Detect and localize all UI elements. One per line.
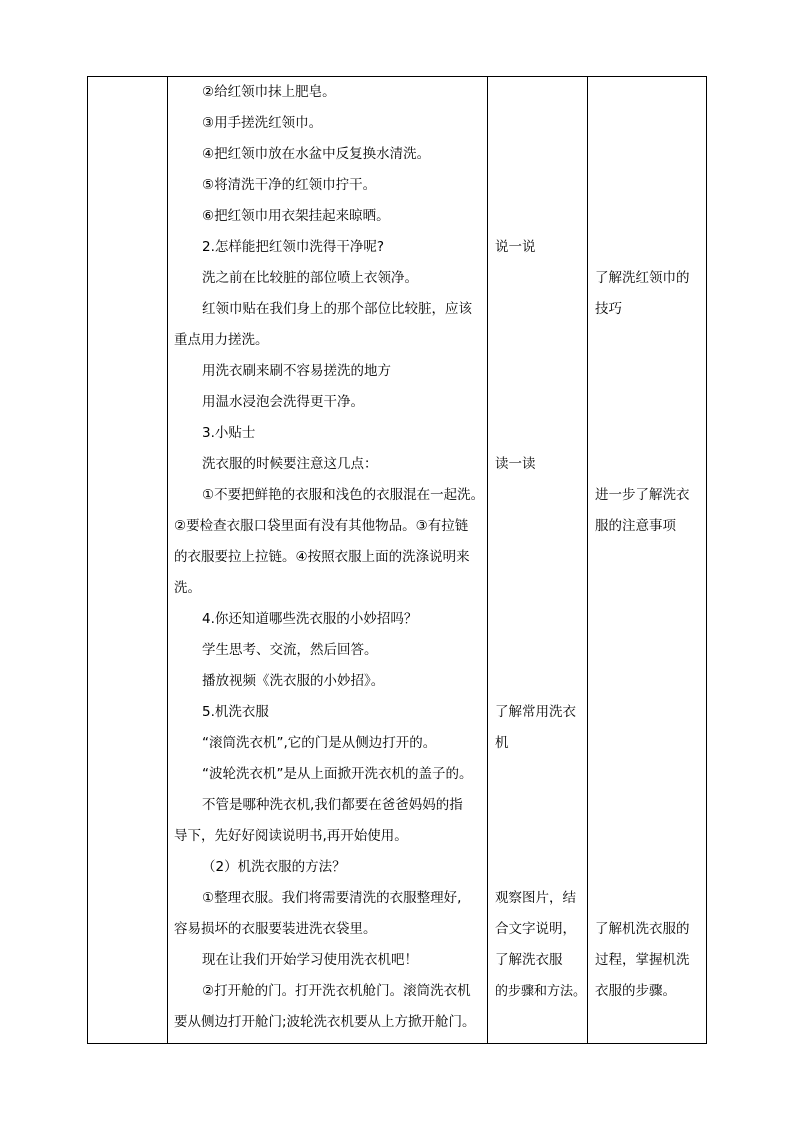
column-divider-2 xyxy=(487,76,488,1044)
purpose-text-line: 了解机洗衣服的 xyxy=(595,921,690,937)
process-text-line: ①整理衣服。我们将需要清洗的衣服整理好, xyxy=(202,890,462,906)
activity-text-line: 观察图片，结 xyxy=(495,890,576,906)
activity-text-line: 机 xyxy=(495,735,509,751)
process-text-line: 导下，先好好阅读说明书,再开始使用。 xyxy=(174,828,408,844)
process-text-line: 洗衣服的时候要注意这几点： xyxy=(202,456,378,472)
process-text-line: 4.你还知道哪些洗衣服的小妙招吗？ xyxy=(202,611,418,627)
activity-text-line: 说一说 xyxy=(495,239,536,255)
process-text-line: 学生思考、交流，然后回答。 xyxy=(202,642,378,658)
process-text-line: ②给红领巾抹上肥皂。 xyxy=(202,84,336,100)
process-text-line: ④把红领巾放在水盆中反复换水清洗。 xyxy=(202,146,431,162)
process-text-line: 不管是哪种洗衣机,我们都要在爸爸妈妈的指 xyxy=(202,797,463,813)
purpose-text-line: 技巧 xyxy=(595,301,622,317)
activity-text-line: 合文字说明， xyxy=(495,921,576,937)
process-text-line: 要从侧边打开舱门;波轮洗衣机要从上方掀开舱门。 xyxy=(174,1014,476,1030)
process-text-line: ③用手搓洗红领巾。 xyxy=(202,115,323,131)
process-text-line: 红领巾贴在我们身上的那个部位比较脏，应该 xyxy=(202,301,472,317)
process-text-line: 现在让我们开始学习使用洗衣机吧！ xyxy=(202,952,418,968)
column-divider-1 xyxy=(167,76,168,1044)
process-text-line: （2）机洗衣服的方法？ xyxy=(202,859,346,875)
process-text-line: 重点用力搓洗。 xyxy=(174,332,269,348)
process-text-line: 的衣服要拉上拉链。④按照衣服上面的洗涤说明来 xyxy=(174,549,470,565)
process-text-line: “滚筒洗衣机”,它的门是从侧边打开的。 xyxy=(202,735,437,751)
process-text-line: 5.机洗衣服 xyxy=(202,704,269,720)
activity-text-line: 读一读 xyxy=(495,456,536,472)
process-text-line: ①不要把鲜艳的衣服和浅色的衣服混在一起洗。 xyxy=(202,487,485,503)
process-text-line: 用温水浸泡会洗得更干净。 xyxy=(202,394,364,410)
purpose-text-line: 进一步了解洗衣 xyxy=(595,487,690,503)
purpose-text-line: 衣服的步骤。 xyxy=(595,983,676,999)
process-text-line: ⑤将清洗干净的红领巾拧干。 xyxy=(202,177,377,193)
process-text-line: ②打开舱的门。打开洗衣机舱门。滚筒洗衣机 xyxy=(202,983,471,999)
process-text-line: ②要检查衣服口袋里面有没有其他物品。③有拉链 xyxy=(174,518,469,534)
purpose-text-line: 了解洗红领巾的 xyxy=(595,270,690,286)
process-text-line: 3.小贴士 xyxy=(202,425,256,441)
process-text-line: 播放视频《洗衣服的小妙招》。 xyxy=(202,673,385,689)
process-text-line: 用洗衣刷来刷不容易搓洗的地方 xyxy=(202,363,391,379)
activity-text-line: 了解常用洗衣 xyxy=(495,704,576,720)
process-text-line: 洗。 xyxy=(174,580,201,596)
purpose-text-line: 过程，掌握机洗 xyxy=(595,952,690,968)
column-divider-3 xyxy=(587,76,588,1044)
process-text-line: 2.怎样能把红领巾洗得干净呢? xyxy=(202,239,385,255)
process-text-line: ⑥把红领巾用衣架挂起来晾晒。 xyxy=(202,208,390,224)
activity-text-line: 的步骤和方法。 xyxy=(495,984,587,999)
process-text-line: 容易损坏的衣服要装进洗衣袋里。 xyxy=(174,921,377,937)
purpose-text-line: 服的注意事项 xyxy=(595,518,676,534)
process-text-line: 洗之前在比较脏的部位喷上衣领净。 xyxy=(202,270,418,286)
process-text-line: “波轮洗衣机”是从上面掀开洗衣机的盖子的。 xyxy=(202,766,473,782)
activity-text-line: 了解洗衣服 xyxy=(495,952,563,968)
